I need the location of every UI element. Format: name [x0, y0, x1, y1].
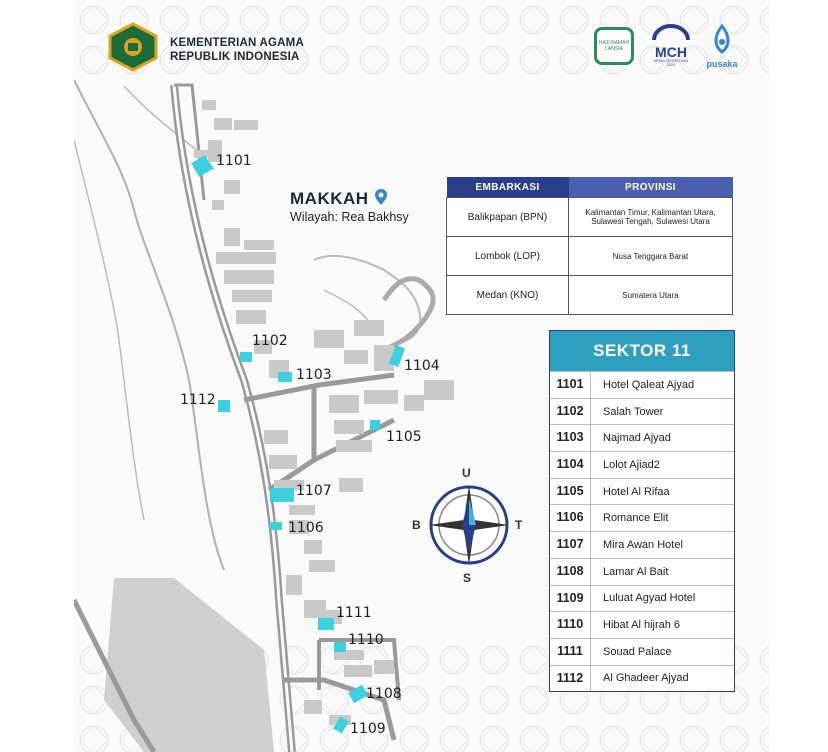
sektor-code: 1103 — [550, 425, 591, 451]
area-block — [104, 578, 274, 752]
list-item — [550, 531, 734, 558]
sektor-code: 1112 — [550, 666, 591, 692]
provinsi-cell: Nusa Tenggara Barat — [569, 237, 733, 276]
building — [234, 120, 258, 130]
building — [304, 600, 326, 618]
table-row — [447, 276, 733, 315]
hotel-label-1107: 1107 — [296, 483, 332, 499]
list-item — [550, 665, 734, 692]
building — [364, 390, 398, 404]
building — [244, 240, 274, 250]
city-name: MAKKAH — [290, 189, 369, 208]
sektor-code: 1110 — [550, 612, 591, 638]
building — [304, 540, 322, 554]
hotel-marker — [270, 488, 294, 502]
building — [404, 395, 424, 411]
list-item — [550, 611, 734, 638]
building — [232, 290, 272, 302]
embarkasi-header: EMBARKASI — [447, 177, 569, 198]
embarkasi-header-row — [447, 177, 733, 198]
hotel-label-1105: 1105 — [386, 429, 422, 445]
hotel-label-1108: 1108 — [366, 686, 402, 702]
building — [304, 700, 322, 714]
building — [264, 430, 288, 444]
hotel-label-1110: 1110 — [348, 632, 384, 648]
building — [344, 665, 372, 677]
list-item — [550, 585, 734, 612]
hotel-marker — [334, 642, 346, 652]
building — [224, 228, 240, 246]
building — [236, 310, 266, 324]
building — [202, 100, 216, 110]
hotel-marker — [240, 352, 252, 362]
sektor-code: 1102 — [550, 399, 591, 425]
building — [289, 505, 315, 515]
sektor-hotel-name: Salah Tower — [603, 405, 664, 418]
list-item — [550, 371, 734, 398]
building — [214, 118, 232, 130]
sektor-code: 1109 — [550, 586, 591, 612]
haji-logo: HAJI RAMAH LANSIA — [594, 27, 634, 65]
building — [216, 252, 276, 264]
hotel-marker — [278, 372, 292, 382]
hotel-label-1112: 1112 — [180, 392, 216, 408]
sektor-hotel-name: Romance Elit — [603, 512, 669, 525]
sektor-hotel-name: Lolot Ajiad2 — [603, 458, 660, 471]
list-item — [550, 451, 734, 478]
compass-south-label: S — [463, 571, 472, 585]
compass-north-label: U — [462, 466, 471, 480]
provinsi-cell: Sumatera Utara — [569, 276, 733, 315]
location-pin-icon — [374, 188, 388, 206]
hotel-label-1103: 1103 — [296, 367, 332, 383]
building — [286, 575, 302, 595]
sektor-hotel-name: Hibat Al hijrah 6 — [603, 619, 681, 632]
hotel-label-1109: 1109 — [350, 721, 386, 737]
compass-east-label: T — [515, 518, 523, 532]
list-item — [550, 558, 734, 585]
sektor-hotel-name: Luluat Agyad Hotel — [603, 592, 696, 605]
list-item — [550, 398, 734, 425]
sektor-code: 1108 — [550, 559, 591, 585]
building — [224, 180, 240, 194]
sektor-rows — [550, 371, 734, 691]
list-item — [550, 478, 734, 505]
building — [336, 440, 372, 452]
building — [212, 200, 224, 210]
building — [354, 320, 384, 336]
building — [329, 395, 359, 413]
building — [309, 560, 335, 572]
embarkasi-cell: Medan (KNO) — [447, 276, 569, 315]
sektor-hotel-name: Lamar Al Bait — [603, 565, 669, 578]
provinsi-header: PROVINSI — [569, 177, 733, 198]
sektor-hotel-name: Souad Palace — [603, 645, 672, 658]
sektor-code: 1104 — [550, 452, 591, 478]
compass-rose-icon — [424, 480, 514, 570]
sektor-hotel-name: Al Ghadeer Ajyad — [603, 672, 689, 685]
sektor-code: 1111 — [550, 639, 591, 665]
hotel-marker — [218, 400, 230, 412]
hotel-label-1111: 1111 — [336, 605, 372, 621]
building — [339, 478, 363, 492]
sektor-list — [549, 330, 735, 692]
pusaka-text: pusaka — [706, 59, 738, 69]
list-item — [550, 638, 734, 665]
sektor-code: 1105 — [550, 479, 591, 505]
embarkasi-cell: Balikpapan (BPN) — [447, 198, 569, 237]
list-item — [550, 504, 734, 531]
table-row — [447, 237, 733, 276]
sektor-hotel-name: Mira Awan Hotel — [603, 538, 683, 551]
region-label: Wilayah: Rea Bakhsy — [290, 210, 409, 224]
embarkasi-table — [446, 177, 733, 315]
mch-subtext: MEDIA CENTER HAJI 2024 — [653, 59, 689, 67]
sektor-hotel-name: Hotel Al Rifaa — [603, 485, 670, 498]
building — [269, 455, 297, 469]
hotel-marker — [370, 420, 380, 430]
table-row — [447, 198, 733, 237]
building — [344, 350, 368, 364]
building — [224, 270, 274, 284]
list-item — [550, 424, 734, 451]
sektor-code: 1107 — [550, 532, 591, 558]
compass-west-label: B — [412, 518, 421, 532]
sektor-hotel-name: Hotel Qaleat Ajyad — [603, 378, 695, 391]
provinsi-cell: Kalimantan Timur, Kalimantan Utara, Sulawesi Tengah, Sulawesi Utara — [569, 198, 733, 237]
ministry-line-2: REPUBLIK INDONESIA — [170, 51, 300, 63]
building — [424, 380, 454, 400]
sektor-code: 1101 — [550, 372, 591, 398]
hotel-marker — [270, 522, 282, 530]
road-outline-left-2 — [74, 140, 144, 520]
sektor-title: SEKTOR 11 — [550, 331, 734, 371]
embarkasi-cell: Lombok (LOP) — [447, 237, 569, 276]
city-title — [290, 188, 388, 209]
infographic-frame — [74, 0, 769, 752]
ministry-line-1: KEMENTERIAN AGAMA — [170, 37, 304, 49]
hotel-label-1104: 1104 — [404, 358, 440, 374]
hotel-label-1102: 1102 — [252, 333, 288, 349]
hotel-marker — [318, 618, 334, 630]
mch-text: MCH — [655, 44, 687, 60]
sektor-hotel-name: Najmad Ajyad — [603, 432, 671, 445]
building — [334, 420, 364, 434]
building — [374, 660, 394, 674]
sektor-code: 1106 — [550, 505, 591, 531]
compass — [412, 466, 524, 584]
hotel-label-1101: 1101 — [216, 153, 252, 169]
building — [314, 330, 344, 348]
hotel-label-1106: 1106 — [288, 520, 324, 536]
